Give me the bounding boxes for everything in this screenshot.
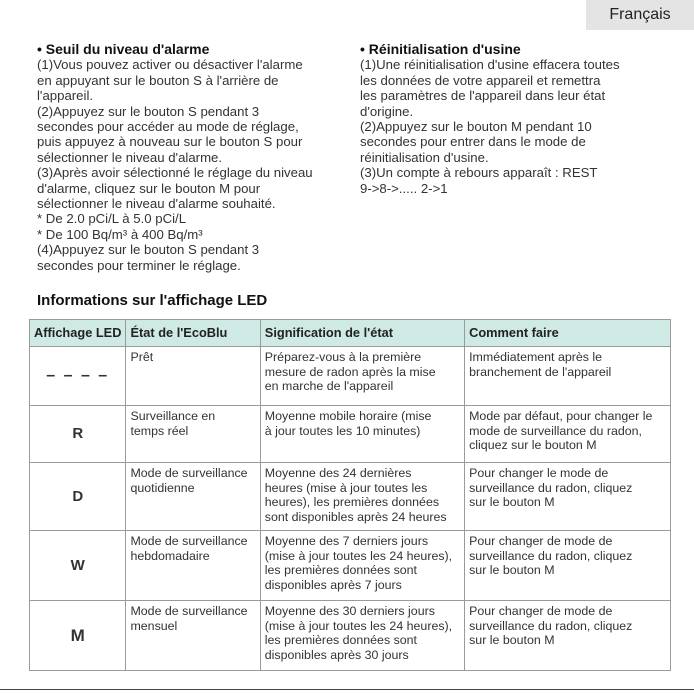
cell-line: Mode de surveillance xyxy=(130,466,248,480)
factory-reset-text xyxy=(360,57,660,196)
alarm-line: * De 2.0 pCi/L à 5.0 pCi/L xyxy=(37,211,187,227)
cell-line: Immédiatement après le xyxy=(469,350,603,364)
reset-line: secondes pour entrer dans le mode de xyxy=(360,134,586,150)
reset-line: (1)Une réinitialisation d'usine effacera toutes xyxy=(360,57,620,73)
cell-line: sur le bouton M xyxy=(469,495,555,510)
cell-line: les premières données sont xyxy=(264,633,417,648)
alarm-line: puis appuyez à nouveau sur le bouton S pour xyxy=(37,134,303,150)
how-cell xyxy=(465,531,671,601)
cell-line: Mode de surveillance xyxy=(130,604,248,618)
cell-line: à jour toutes les 10 minutes) xyxy=(264,423,421,438)
led-section-title: Informations sur l'affichage LED xyxy=(37,292,268,309)
how-cell xyxy=(465,406,671,463)
led-code-cell: D xyxy=(30,463,126,531)
cell-line: heures (mise à jour toutes les xyxy=(264,480,428,495)
cell-line: surveillance du radon, cliquez xyxy=(469,618,633,633)
alarm-line: (3)Après avoir sélectionné le réglage du niveau xyxy=(37,165,313,181)
table-header-row xyxy=(30,320,671,347)
meaning-cell xyxy=(260,601,464,671)
table-row xyxy=(30,347,671,406)
cell-line: disponibles après 30 jours xyxy=(264,647,409,662)
alarm-line: d'alarme, cliquez sur le bouton M pour xyxy=(37,180,261,196)
language-tab: Français xyxy=(586,0,694,30)
cell-line: mesure de radon après la mise xyxy=(264,364,436,379)
alarm-threshold-heading: • Seuil du niveau d'alarme xyxy=(37,41,210,57)
cell-line: quotidienne xyxy=(130,480,195,495)
alarm-line: * De 100 Bq/m³ à 400 Bq/m³ xyxy=(37,226,203,242)
how-cell xyxy=(465,347,671,406)
cell-line: (mise à jour toutes les 24 heures), xyxy=(264,618,453,633)
cell-line: sur le bouton M xyxy=(469,563,555,578)
table-row xyxy=(30,406,671,463)
reset-line: réinitialisation d'usine. xyxy=(360,149,489,165)
cell-line: Mode par défaut, pour changer le xyxy=(469,409,653,423)
state-cell xyxy=(126,463,260,531)
cell-line: mode de surveillance du radon, xyxy=(469,423,642,438)
alarm-line: l'appareil. xyxy=(37,88,94,104)
cell-line: Pour changer de mode de xyxy=(469,604,613,618)
alarm-line: secondes pour terminer le réglage. xyxy=(37,257,241,273)
cell-line: Moyenne des 30 derniers jours xyxy=(264,604,435,618)
cell-line: Moyenne des 7 derniers jours xyxy=(264,534,429,548)
meaning-cell xyxy=(260,463,464,531)
column-header-state: État de l'EcoBlu xyxy=(126,320,260,347)
state-cell xyxy=(126,601,260,671)
cell-line: surveillance du radon, cliquez xyxy=(469,548,633,563)
led-code-cell: W xyxy=(30,531,126,601)
cell-line: hebdomadaire xyxy=(130,548,210,563)
alarm-line: sélectionner le niveau d'alarme souhaité. xyxy=(37,196,276,212)
cell-line: heures), les premières données xyxy=(264,495,440,510)
led-code-cell: – – – – xyxy=(30,347,126,406)
alarm-line: en appuyant sur le bouton S à l'arrière de xyxy=(37,72,279,88)
cell-line: les premières données sont xyxy=(264,563,417,578)
cell-line: Mode de surveillance xyxy=(130,534,248,548)
meaning-cell xyxy=(260,531,464,601)
cell-line: Moyenne des 24 dernières xyxy=(264,466,412,480)
reset-line: 9->8->..... 2->1 xyxy=(360,180,448,196)
table-row xyxy=(30,463,671,531)
meaning-cell xyxy=(260,406,464,463)
state-cell xyxy=(126,406,260,463)
factory-reset-heading: • Réinitialisation d'usine xyxy=(360,41,521,57)
cell-line: (mise à jour toutes les 24 heures), xyxy=(264,548,453,563)
cell-line: sont disponibles après 24 heures xyxy=(264,509,447,524)
column-header-meaning: Signification de l'état xyxy=(260,320,464,347)
cell-line: en marche de l'appareil xyxy=(264,379,394,394)
alarm-line: (2)Appuyez sur le bouton S pendant 3 xyxy=(37,103,260,119)
alarm-line: secondes pour accéder au mode de réglage, xyxy=(37,119,299,135)
cell-line: surveillance du radon, cliquez xyxy=(469,480,633,495)
cell-line: Pour changer de mode de xyxy=(469,534,613,548)
column-header-how: Comment faire xyxy=(465,320,671,347)
alarm-threshold-text xyxy=(37,57,349,273)
state-cell xyxy=(126,347,260,406)
alarm-line: (4)Appuyez sur le bouton S pendant 3 xyxy=(37,242,260,258)
alarm-line: (1)Vous pouvez activer ou désactiver l'alarme xyxy=(37,57,303,73)
alarm-line: sélectionner le niveau d'alarme. xyxy=(37,149,223,165)
cell-line: Pour changer le mode de xyxy=(469,466,609,480)
cell-line: temps réel xyxy=(130,423,189,438)
cell-line: sur le bouton M xyxy=(469,633,555,648)
meaning-cell xyxy=(260,347,464,406)
how-cell xyxy=(465,601,671,671)
table-row xyxy=(30,601,671,671)
reset-line: les données de votre appareil et remettra xyxy=(360,72,601,88)
reset-line: (2)Appuyez sur le bouton M pendant 10 xyxy=(360,119,592,135)
cell-line: disponibles après 7 jours xyxy=(264,577,402,592)
page-bottom-rule xyxy=(0,689,694,690)
state-cell xyxy=(126,531,260,601)
cell-line: Préparez-vous à la première xyxy=(264,350,422,364)
led-code-cell: R xyxy=(30,406,126,463)
cell-line: branchement de l'appareil xyxy=(469,364,612,379)
reset-line: d'origine. xyxy=(360,103,414,119)
column-header-led: Affichage LED xyxy=(30,320,126,347)
reset-line: (3)Un compte à rebours apparaît : REST xyxy=(360,165,598,181)
table-row xyxy=(30,531,671,601)
cell-line: cliquez sur le bouton M xyxy=(469,438,597,453)
cell-line: Surveillance en xyxy=(130,409,216,423)
how-cell xyxy=(465,463,671,531)
cell-line: Prêt xyxy=(130,350,154,364)
led-code-cell: M xyxy=(30,601,126,671)
reset-line: les paramètres de l'appareil dans leur état xyxy=(360,88,606,104)
alarm-threshold-section xyxy=(37,42,349,273)
cell-line: mensuel xyxy=(130,618,178,633)
cell-line: Moyenne mobile horaire (mise xyxy=(264,409,432,423)
led-info-table xyxy=(29,319,671,671)
factory-reset-section xyxy=(360,42,660,196)
